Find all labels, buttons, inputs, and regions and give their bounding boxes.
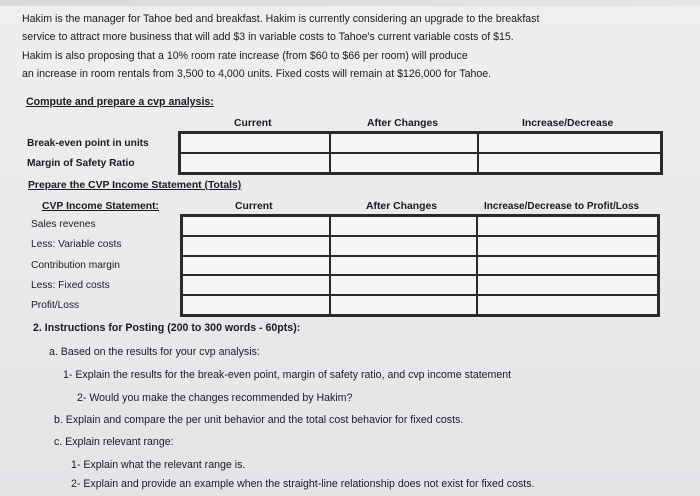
- answer-cell[interactable]: [477, 295, 658, 315]
- answer-cell[interactable]: [330, 295, 477, 315]
- intro-line: an increase in room rentals from 3,500 to 4,000 units. Fixed costs will remain at $126,000 for Tahoe.: [22, 68, 492, 81]
- answer-cell[interactable]: [330, 275, 477, 295]
- answer-cell[interactable]: [182, 295, 330, 315]
- row-label-fixed-costs: Less: Fixed costs: [31, 280, 110, 291]
- row-label-sales: Sales revenes: [31, 219, 96, 230]
- answer-cell[interactable]: [180, 133, 330, 153]
- answer-cell[interactable]: [477, 216, 658, 236]
- income-statement-table: [180, 214, 660, 317]
- row-label-contribution-margin: Contribution margin: [31, 260, 120, 271]
- income-statement-title: Prepare the CVP Income Statement (Totals): [28, 180, 242, 191]
- answer-cell[interactable]: [330, 133, 478, 153]
- row-label-variable-costs: Less: Variable costs: [31, 239, 122, 250]
- instruction-a2: 2- Would you make the changes recommended by Hakim?: [77, 392, 353, 404]
- answer-cell[interactable]: [180, 153, 330, 173]
- answer-cell[interactable]: [477, 236, 658, 256]
- row-label-margin-of-safety: Margin of Safety Ratio: [27, 158, 135, 169]
- income-statement-subtitle: CVP Income Statement:: [42, 201, 160, 212]
- answer-cell[interactable]: [477, 256, 658, 276]
- answer-cell[interactable]: [478, 133, 661, 153]
- col-header-after-changes: After Changes: [366, 201, 438, 212]
- answer-cell[interactable]: [182, 216, 330, 236]
- row-label-profit-loss: Profit/Loss: [31, 300, 80, 311]
- answer-cell[interactable]: [182, 275, 330, 295]
- col-header-current: Current: [234, 118, 272, 129]
- intro-line: Hakim is the manager for Tahoe bed and breakfast. Hakim is currently considering an upgrade to the breakfast: [22, 13, 540, 25]
- col-header-increase-decrease-profit: Increase/Decrease to Profit/Loss: [484, 201, 640, 212]
- answer-cell[interactable]: [330, 236, 477, 256]
- instruction-c1: 1- Explain what the relevant range is.: [71, 459, 246, 471]
- intro-line: Hakim is also proposing that a 10% room rate increase (from $60 to $66 per room) will produce: [22, 49, 468, 62]
- answer-cell[interactable]: [182, 256, 330, 276]
- answer-cell[interactable]: [330, 256, 477, 276]
- instruction-a1: 1- Explain the results for the break-even point, margin of safety ratio, and cvp income statement: [63, 369, 512, 381]
- cvp-analysis-table: [178, 131, 663, 175]
- answer-cell[interactable]: [182, 236, 330, 256]
- intro-line: service to attract more business that will add $3 in variable costs to Tahoe's current variable costs of $15.: [22, 31, 514, 44]
- answer-cell[interactable]: [478, 153, 661, 173]
- instructions-heading: 2. Instructions for Posting (200 to 300 words - 60pts):: [33, 322, 301, 334]
- answer-cell[interactable]: [330, 216, 477, 236]
- cropped-top-edge: [0, 0, 700, 6]
- cvp-analysis-title: Compute and prepare a cvp analysis:: [26, 96, 214, 108]
- problem-statement: [22, 10, 682, 84]
- col-header-current: Current: [235, 201, 273, 212]
- instruction-a: a. Based on the results for your cvp analysis:: [49, 346, 260, 358]
- answer-cell[interactable]: [330, 153, 478, 173]
- instruction-c: c. Explain relevant range:: [54, 436, 174, 448]
- row-label-break-even: Break-even point in units: [27, 138, 149, 149]
- instruction-b: b. Explain and compare the per unit behavior and the total cost behavior for fixed costs.: [54, 414, 464, 426]
- answer-cell[interactable]: [477, 275, 658, 295]
- col-header-after-changes: After Changes: [367, 118, 439, 129]
- col-header-increase-decrease: Increase/Decrease: [522, 118, 614, 129]
- instruction-c2: 2- Explain and provide an example when the straight-line relationship does not exist for fixed costs.: [71, 478, 535, 490]
